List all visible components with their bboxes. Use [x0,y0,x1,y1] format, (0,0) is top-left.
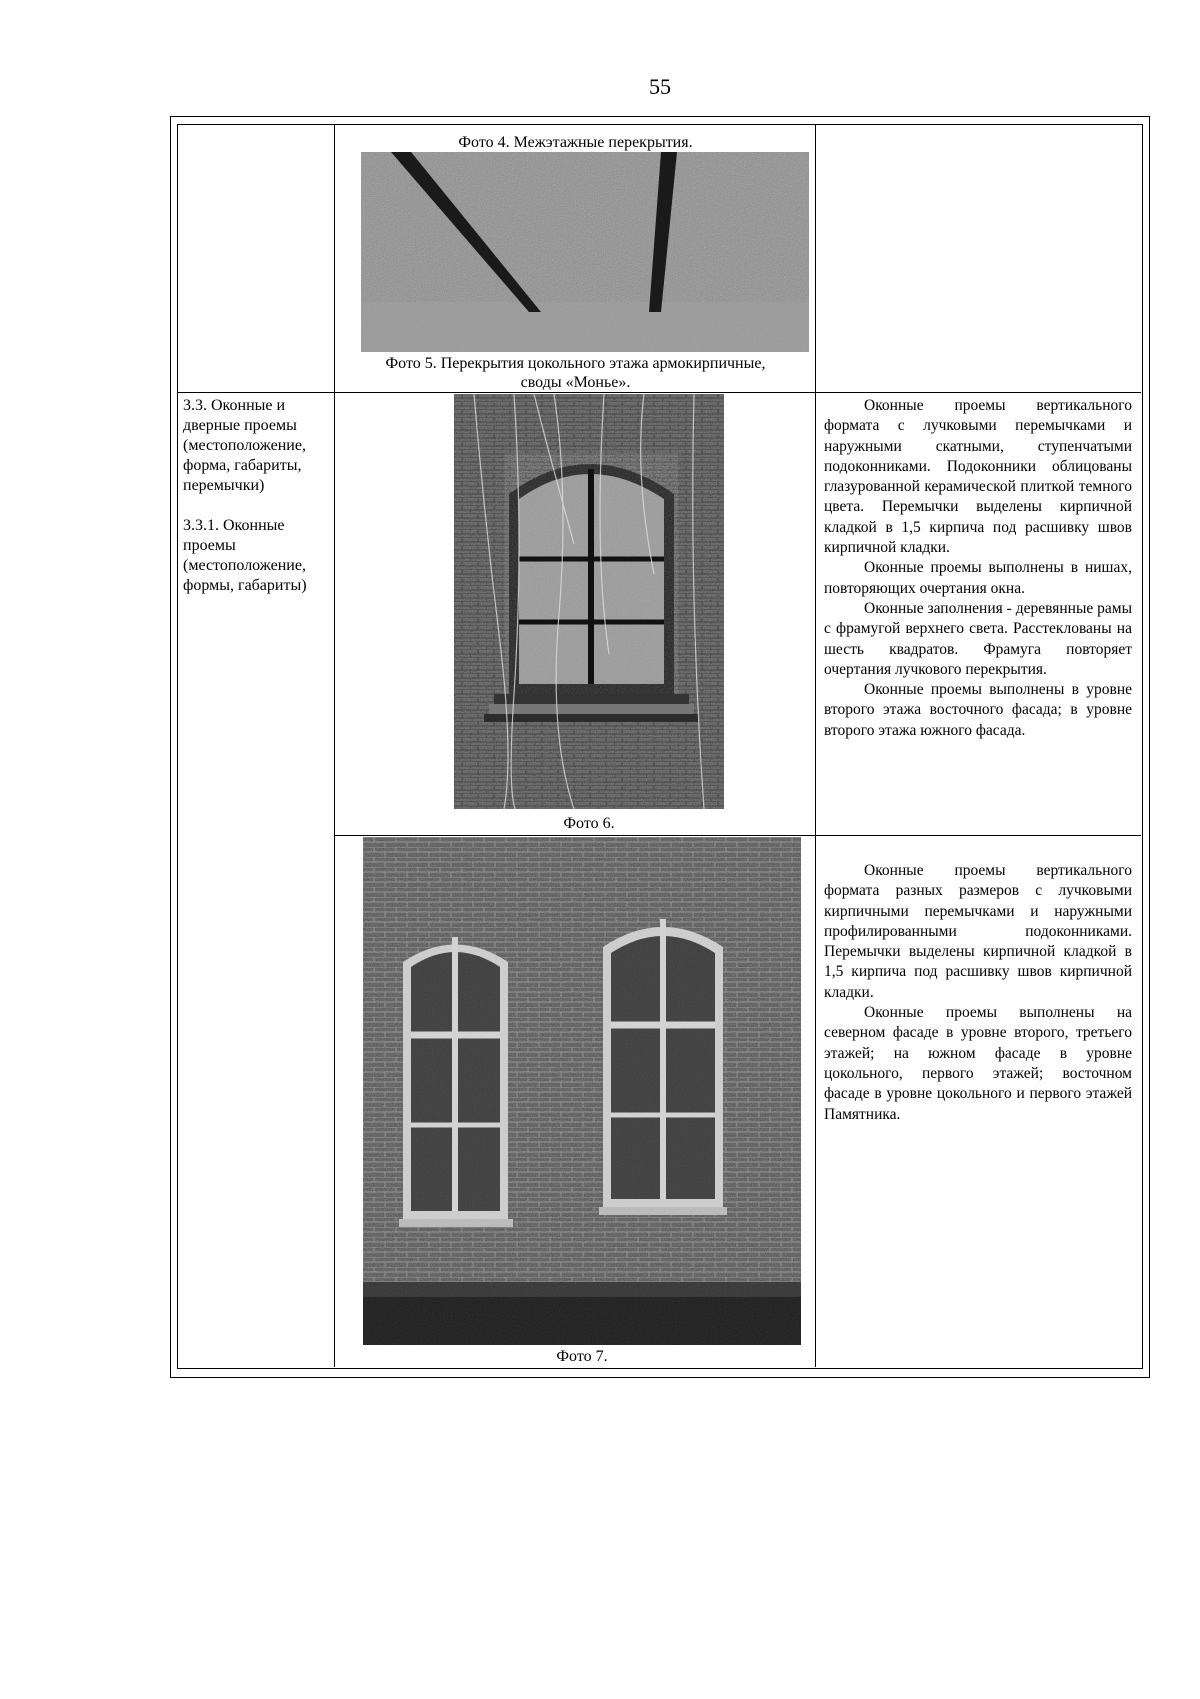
description-paragraph: Оконные проемы выполнены в нишах, повторяющих очертания окна. [824,559,1132,597]
row-divider-2 [334,835,1141,836]
photo5-caption-line2: своды «Монье». [520,374,631,391]
row-divider-1 [177,392,1141,393]
photo-floor-beams [361,152,809,352]
subsection-title-line: формы, габариты) [183,577,307,594]
section-title-line: дверные проемы [183,417,297,434]
description-paragraph: Оконные проемы выполнены на северном фасаде в уровне второго, третьего этажей; на южном фасаде в уровне цокольного, первого этажей; восточном фасаде в уровне цокольного и первого этажей Памятника. [824,1004,1132,1123]
description-paragraph: Оконные проемы вертикального формата разных размеров с лучковыми кирпичными перемычками и наружными профилированными подоконниками. Перемычки выделены кирпичной кладкой в 1,5 кирпича под расшивку швов кирпичной кладки. [824,862,1132,1001]
description-paragraph: Оконные проемы вертикального формата с лучковыми перемычками и наружными скатными, ступенчатыми подоконниками. Подоконники облицованы глазурованной керамической плиткой темного цвета. Перемычки выделены кирпичной кладкой в 1,5 кирпича под расшивку швов кирпичной кладки. [824,397,1132,557]
photo7-caption: Фото 7. [556,1348,608,1365]
window-description-1 [824,396,1132,741]
subsection-title-line: проемы [183,537,236,554]
column-divider-right [815,124,816,1367]
section-title-line: форма, габариты, [183,457,302,474]
section-title-line: 3.3. Оконные и [183,397,286,414]
description-paragraph: Оконные проемы выполнены в уровне второго этажа восточного фасада; в уровне второго этажа южного фасада. [824,681,1132,739]
section-title-line: (местоположение, [183,437,306,454]
description-paragraph: Оконные заполнения - деревянные рамы с фрамугой верхнего света. Расстеклованы на шесть квадратов. Фрамуга повторяет очертания лучкового перекрытия. [824,599,1132,678]
subsection-title-line: 3.3.1. Оконные [183,517,285,534]
window-description-2 [824,861,1132,1125]
photo5-caption [336,354,815,392]
photo-window-vines [454,394,724,809]
photo5-caption-line1: Фото 5. Перекрытия цокольного этажа армокирпичные, [385,355,766,372]
subsection-title-line: (местоположение, [183,557,306,574]
photo-facade-windows [363,837,801,1345]
page-number: 55 [649,74,671,99]
left-column-text [183,396,333,596]
photo6-caption: Фото 6. [563,815,615,832]
photo4-caption: Фото 4. Межэтажные перекрытия. [458,134,693,151]
column-divider-left [334,124,335,1367]
section-title-line: перемычки) [183,477,265,494]
